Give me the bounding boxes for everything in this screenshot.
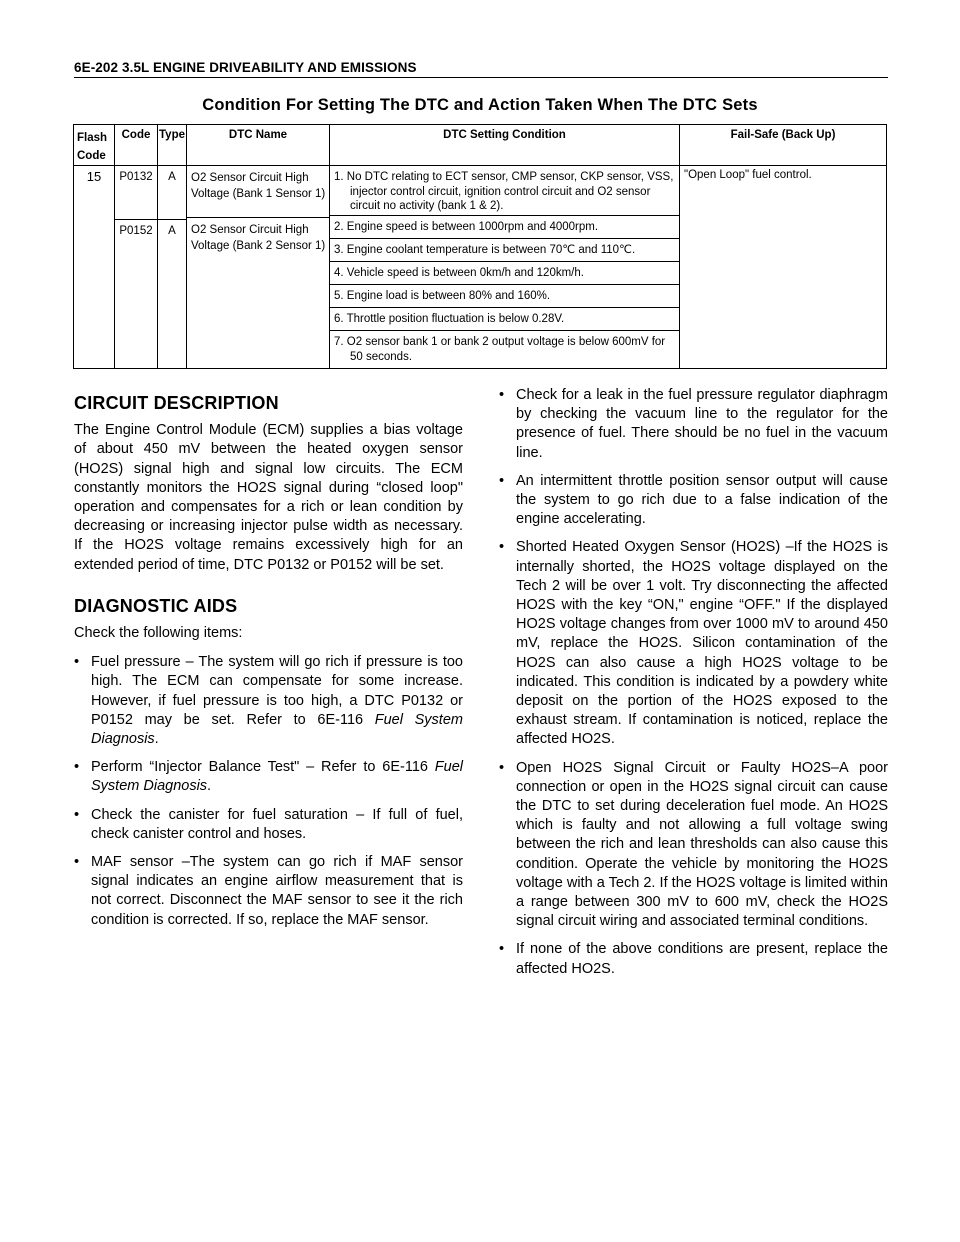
bullet-mark: • <box>74 654 80 671</box>
right-column <box>499 386 888 988</box>
list-item-text: Open HO2S Signal Circuit or Faulty HO2S–A poor connection or open in the HO2S signal circuit can cause the DTC to set during deceleration fuel mode. An HO2S which is faulty and not allowing a full voltage swing between the rich and lean thresholds can also cause this condition. Operate the vehicle by monitoring the HO2S voltage with a Tech 2. If the HO2S voltage is limited within a range between 300 mV to 600 mV, check the HO2S signal circuit wiring and associated terminal conditions. <box>516 759 888 930</box>
bullet-mark: • <box>499 941 505 958</box>
circuit-description-text: The Engine Control Module (ECM) supplies a bias voltage of about 450 mV between the heated oxygen sensor (HO2S) signal high and signal low circuits. The ECM constantly monitors the HO2S signal during “closed loop" operation and compensates for a rich or lean condition by decreasing or increasing injector pulse width as necessary. If the HO2S voltage remains excessively high for an extended period of time, DTC P0132 or P0152 will be set. <box>74 422 463 573</box>
list-item <box>74 806 463 844</box>
code-value: P0132 <box>119 171 153 183</box>
dtc-name-value: O2 Sensor Circuit High Voltage (Bank 2 Sensor 1) <box>191 224 326 252</box>
bullet-mark: • <box>74 854 80 871</box>
diagnostic-aids-list-right <box>499 386 888 979</box>
bullet-mark: • <box>499 387 505 403</box>
list-item <box>74 758 463 796</box>
bullet-mark: • <box>74 759 80 776</box>
bullet-mark: • <box>499 472 505 489</box>
code-cell <box>115 166 158 369</box>
type-cell <box>158 166 187 369</box>
type-value: A <box>168 225 176 237</box>
condition-item: 2. Engine speed is between 1000rpm and 4000rpm. <box>330 216 679 239</box>
table-title: Condition For Setting The DTC and Action Taken When The DTC Sets <box>202 96 758 114</box>
table-header-row <box>74 125 887 166</box>
list-item-text: Check the canister for fuel saturation – If full of fuel, check canister control and hoses. <box>91 806 463 842</box>
list-item-ref: Fuel System Diagnosis <box>91 759 463 795</box>
condition-item: 4. Vehicle speed is between 0km/h and 120km/h. <box>330 262 679 285</box>
list-item <box>499 538 888 749</box>
table-row <box>74 166 887 369</box>
circuit-description-heading: CIRCUIT DESCRIPTION <box>74 393 279 413</box>
list-item-text: MAF sensor –The system can go rich if MAF sensor signal indicates an engine airflow measurement that is not correct. Disconnect the MAF sensor to see it the rich condition is corrected. If so, replace the MAF sensor. <box>91 854 463 928</box>
list-item-text: If none of the above conditions are present, replace the affected HO2S. <box>516 941 888 977</box>
list-item-text: Perform “Injector Balance Test" – Refer to 6E-116 <box>91 759 435 776</box>
list-item <box>74 653 463 749</box>
left-column <box>74 386 463 939</box>
list-item-ref: Fuel System Diagnosis <box>91 711 463 748</box>
dtc-table <box>73 124 887 369</box>
list-item <box>499 759 888 932</box>
diagnostic-aids-intro: Check the following items: <box>74 625 243 642</box>
header-dtc-name: DTC Name <box>187 125 330 166</box>
condition-item: 5. Engine load is between 80% and 160%. <box>330 285 679 308</box>
dtc-name-cell <box>187 166 330 369</box>
list-item <box>499 940 888 978</box>
header-setting-condition: DTC Setting Condition <box>330 125 680 166</box>
page-header: 6E-202 3.5L ENGINE DRIVEABILITY AND EMISSIONS <box>74 60 888 78</box>
condition-item: 3. Engine coolant temperature is between 70℃ and 110℃. <box>330 239 679 262</box>
condition-item: 1. No DTC relating to ECT sensor, CMP sensor, CKP sensor, VSS, injector control circuit, ignition control circuit and O2 sensor circuit no activity (bank 1 & 2). <box>330 166 679 216</box>
list-item <box>499 386 888 463</box>
list-item-text: An intermittent throttle position sensor output will cause the system to go rich due to a false indication of the engine accelerating. <box>516 472 888 528</box>
list-item <box>74 853 463 930</box>
diagnostic-aids-list-left <box>74 653 463 930</box>
bullet-mark: • <box>74 806 80 823</box>
code-value: P0152 <box>119 225 153 237</box>
list-item-tail: . <box>154 731 159 748</box>
list-item-text: Fuel pressure – The system will go rich if pressure is too high. The ECM can compensate for some increase. However, if fuel pressure is too high, a DTC P0132 or P0152 may be set. Refer to 6E-116 <box>91 654 463 728</box>
list-item-text: Check for a leak in the fuel pressure regulator diaphragm by checking the vacuum line to the regulator for the presence of fuel. There should be no fuel in the vacuum line. <box>516 387 888 461</box>
header-code: Code <box>115 125 158 166</box>
header-fail-safe: Fail-Safe (Back Up) <box>680 125 887 166</box>
condition-item: 6. Throttle position fluctuation is below 0.28V. <box>330 308 679 331</box>
type-value: A <box>168 171 176 183</box>
list-item-text: Shorted Heated Oxygen Sensor (HO2S) –If the HO2S is internally shorted, the HO2S voltage displayed on the Tech 2 will be over 1 volt. Try disconnecting the affected HO2S with the key “ON," engine “OFF." If the displayed HO2S voltage changes from over 1000 mV to around 450 mV, replace the HO2S. Silicon contamination of the HO2S can also cause a high HO2S voltage to be indicated. This condition is indicated by a powdery white deposit on the portion of the HO2S exposed to the exhaust stream. If contamination is noticed, replace the affected HO2S. <box>516 539 888 748</box>
bullet-mark: • <box>499 759 505 776</box>
bullet-mark: • <box>499 539 505 556</box>
dtc-name-value: O2 Sensor Circuit High Voltage (Bank 1 Sensor 1) <box>191 172 326 200</box>
list-item <box>499 472 888 530</box>
header-type: Type <box>158 125 187 166</box>
diagnostic-aids-heading: DIAGNOSTIC AIDS <box>74 595 238 616</box>
condition-item: 7. O2 sensor bank 1 or bank 2 output voltage is below 600mV for 50 seconds. <box>334 336 666 363</box>
setting-condition-cell <box>330 166 680 369</box>
flash-code-cell: 15 <box>74 166 115 369</box>
header-flash-code: Flash Code <box>74 125 115 166</box>
fail-safe-cell: "Open Loop" fuel control. <box>680 166 887 369</box>
list-item-tail: . <box>207 778 212 795</box>
